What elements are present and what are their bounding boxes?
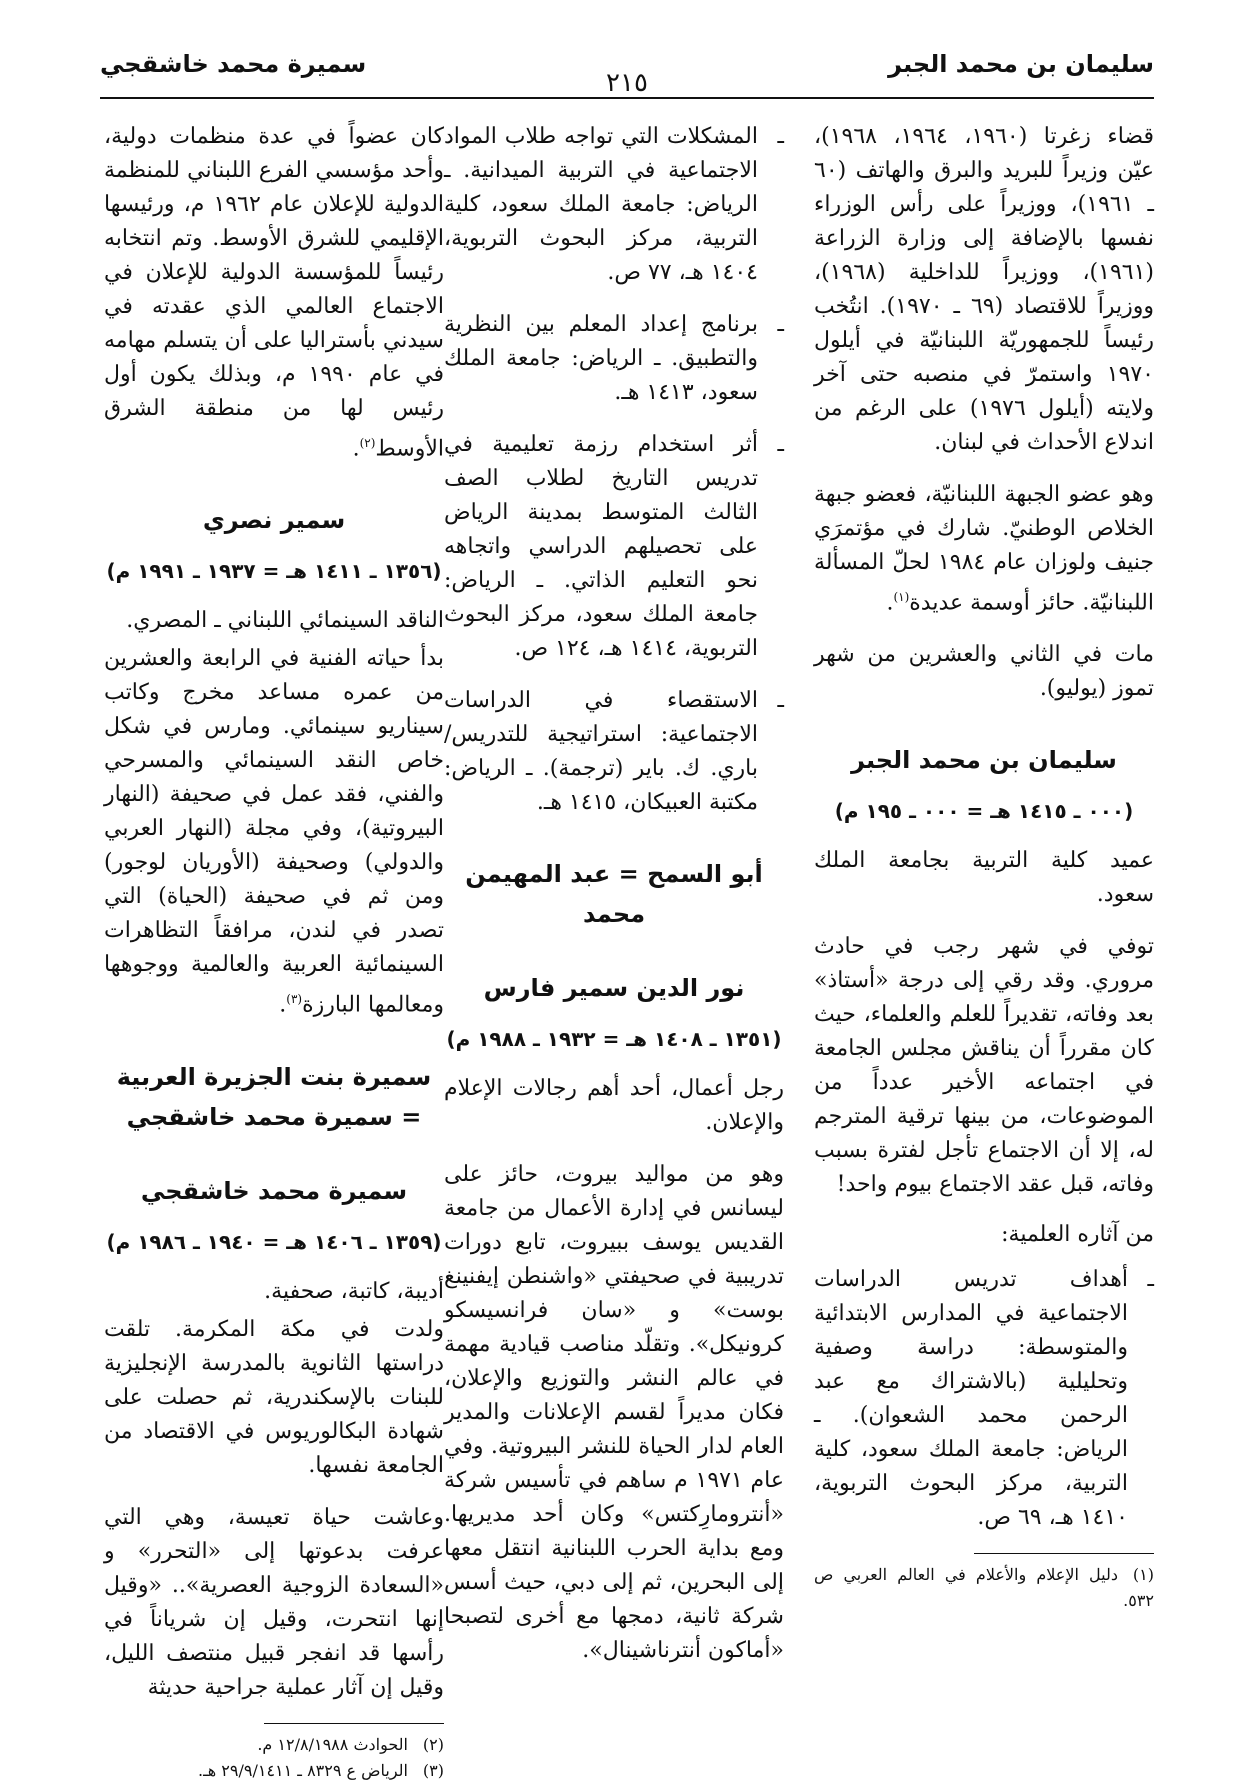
list-item: ـ الاستقصاء في الدراسات الاجتماعية: استراتيجية للتدريس/ باري. ك. باير (ترجمة). ـ الرياض: مكتبة العبيكان، ١٤١٥ هـ.	[444, 688, 784, 815]
paragraph: وهو من مواليد بيروت، حائز على ليسانس في إدارة الأعمال من جامعة القديس يوسف ببيروت، تابع دورات تدريبية في صحيفتي «واشنطن إيفنينغ بوست» و «سان فرانسيسكو كرونيكل». وتقلّد مناصب قيادية مهمة في عالم النشر والتوزيع والإعلان، فكان مديراً لقسم الإعلانات والمدير العام لدار الحياة للنشر البيروتية. وفي عام ١٩٧١ م ساهم في تأسيس شركة «أنترومارِكتس» وكان أحد مديريها. ومع بداية الحرب اللبنانية انتقل معها إلى البحرين، ثم إلى دبي، حيث أسس شركة ثانية، دمجها مع أخرى لتصبحا «أماكون أنترناشينال».	[444, 1162, 785, 1663]
paragraph: وعاشت حياة تعيسة، وهي التي عرفت بدعوتها إلى «التحرر» و «السعادة الزوجية العصرية».. «وقيل إنها انتحرت، وقيل إن شرياناً في رأسها قد انفجر قبيل منتصف الليل، وقيل إن آثار عملية جراحية حديثة	[104, 1504, 444, 1700]
entry-name: سليمان بن محمد الجبر	[851, 746, 1117, 775]
footnote-rule	[974, 1553, 1154, 1554]
list-item: ـ أثر استخدام رزمة تعليمية في تدريس التاريخ لطلاب الصف الثالث المتوسط بمدينة الرياض على تحصيلهم الدراسي واتجاهه نحو التعليم الذاتي. ـ الرياض: جامعة الملك سعود، مركز البحوث التربوية، ١٤١٤ هـ، ١٢٤ ص.	[444, 432, 784, 661]
page-number: ٢١٥	[606, 68, 648, 98]
footnote-ref: (٣)	[286, 992, 303, 1007]
entry-dates: (١٣٥١ ـ ١٤٠٨ هـ = ١٩٣٢ ـ ١٩٨٨ م)	[446, 1027, 782, 1051]
footnote-rule	[264, 1723, 444, 1724]
column-right	[814, 120, 1154, 1614]
paragraph: عميد كلية التربية بجامعة الملك سعود.	[814, 848, 1154, 908]
paragraph: أديبة، كاتبة، صحفية.	[264, 1278, 444, 1304]
paragraph: ولدت في مكة المكرمة. تلقت دراستها الثانوية بالمدرسة الإنجليزية للبنات بالإسكندرية، ثم حصلت على شهادة البكالوريوس في الاقتصاد من الجامعة نفسها.	[104, 1316, 444, 1478]
list-item: ـ برنامج إعداد المعلم بين النظرية والتطبيق. ـ الرياض: جامعة الملك سعود، ١٤١٣ هـ.	[444, 312, 784, 405]
paragraph: قضاء زغرتا (١٩٦٠، ١٩٦٤، ١٩٦٨)، عيّن وزيراً للبريد والبرق والهاتف (٦٠ ـ ١٩٦١)، ووزيراً على رأس الوزراء نفسها بالإضافة إلى وزارة الزراعة (١٩٦١)، ووزيراً للداخلية (١٩٦٨)، ووزيراً للاقتصاد (٦٩ ـ ١٩٧٠). انتُخب رئيساً للجمهوريّة اللبنانيّة في أيلول ١٩٧٠ واستمرّ في منصبه حتى آخر ولايته (أيلول ١٩٧٦) على الرغم من اندلاع الأحداث في لبنان.	[814, 124, 1155, 455]
footnote: (١)دليل الإعلام والأعلام في العالم العربي ص ٥٣٢.	[814, 1565, 1154, 1611]
running-header-right: سليمان بن محمد الجبر	[888, 50, 1154, 78]
entry-dates: (٠٠٠ ـ ١٤١٥ هـ = ٠٠٠ ـ ١٩٥ م)	[834, 799, 1134, 824]
footnote-ref: (٢)	[359, 436, 376, 450]
paragraph: الناقد السينمائي اللبناني ـ المصري.	[126, 608, 444, 634]
works-heading: من آثاره العلمية:	[1001, 1222, 1154, 1248]
header-rule	[100, 97, 1154, 99]
entry-name: نور الدين سمير فارس	[483, 974, 745, 1002]
works-list	[814, 1263, 1154, 1535]
paragraph: بدأ حياته الفنية في الرابعة والعشرين من عمره مساعد مخرج وكاتب سيناريو سينمائي. ومارس في شكل خاص النقد السينمائي والمسرحي والفني، فقد عمل في صحيفة (النهار البيروتية)، وفي مجلة (النهار العربي والدولي) وصحيفة (الأوريان لوجور) ومن ثم في صحيفة (الحياة) التي تصدر في لندن، مرافقاً التظاهرات السينمائية العربية والعالمية ووجوهها ومعالمها البارزة$^{(٣)}$.	[104, 646, 444, 1018]
paragraph: توفي في شهر رجب في حادث مروري. وقد رقي إلى درجة «أستاذ» بعد وفاته، تقديراً للعلم والعلماء، حيث كان مقرراً أن يناقش مجلس الجامعة في اجتماعه الأخير عدداً من الموضوعات، من بينها ترقية المترجم له، إلا أن الاجتماع تأجل لفترة بسبب وفاته، قبل عقد الاجتماع بيوم واحد!	[814, 934, 1154, 1198]
paragraph: مات في الثاني والعشرين من شهر تموز (يوليو).	[814, 642, 1154, 702]
cross-reference: أبو السمح = عبد المهيمن محمد	[465, 860, 763, 928]
footnote: (٢)الحوادث ١٢/٨/١٩٨٨ م.	[257, 1734, 444, 1754]
works-list	[444, 120, 784, 820]
list-item: ـ أهداف تدريس الدراسات الاجتماعية في المدارس الابتدائية والمتوسطة: دراسة وصفية وتحليلية (بالاشتراك مع عبد الرحمن محمد الشعوان). ـ الرياض: جامعة الملك سعود، كلية التربية، مركز البحوث التربوية، ١٤١٠ هـ، ٦٩ ص.	[814, 1267, 1154, 1531]
entry-dates: (١٣٥٦ ـ ١٤١١ هـ = ١٩٣٧ ـ ١٩٩١ م)	[106, 559, 442, 584]
list-item: ـ المشكلات التي تواجه طلاب المواد الاجتماعية في التربية الميدانية. ـ الرياض: جامعة الملك سعود، كلية التربية، مركز البحوث التربوية، ١٤٠٤ هـ، ٧٧ ص.	[444, 124, 784, 285]
footnote-ref: (١)	[893, 590, 910, 604]
paragraph: وهو عضو الجبهة اللبنانيّة، فعضو جبهة الخلاص الوطنيّ. شارك في مؤتمرَي جنيف ولوزان عام ١٩٨٤ لحلّ المسألة اللبنانيّة. حائز أوسمة عديدة$^{(١)}$.	[814, 482, 1155, 616]
entry-name: سميرة محمد خاشقجي	[140, 1176, 408, 1205]
cross-reference: سميرة بنت الجزيرة العربية = سميرة محمد خاشقجي	[116, 1062, 432, 1131]
entry-name: سمير نصري	[202, 506, 346, 535]
column-left	[104, 120, 444, 1784]
column-middle	[444, 120, 784, 1686]
footnote: (٣)الرياض ع ٨٣٢٩ ـ ٢٩/٩/١٤١١ هـ.	[197, 1760, 444, 1780]
paragraph: كان عضواً في عدة منظمات دولية، وأحد مؤسسي الفرع اللبناني للمنظمة الدولية للإعلان عام ١٩٦٢ م، ورئيسها الإقليمي للشرق الأوسط. وتم انتخابه رئيساً للمؤسسة الدولية للإعلان في الاجتماع العالمي الذي عقدته في سيدني بأستراليا على أن يتسلم مهامه في عام ١٩٩٠ م، وبذلك يكون أول رئيس لها من منطقة الشرق الأوسط$^{(٢)}$.	[104, 124, 445, 462]
running-header-left: سميرة محمد خاشقجي	[100, 50, 367, 78]
paragraph: رجل أعمال، أحد أهم رجالات الإعلام والإعلان.	[444, 1076, 784, 1135]
entry-dates: (١٣٥٩ ـ ١٤٠٦ هـ = ١٩٤٠ ـ ١٩٨٦ م)	[106, 1229, 442, 1254]
